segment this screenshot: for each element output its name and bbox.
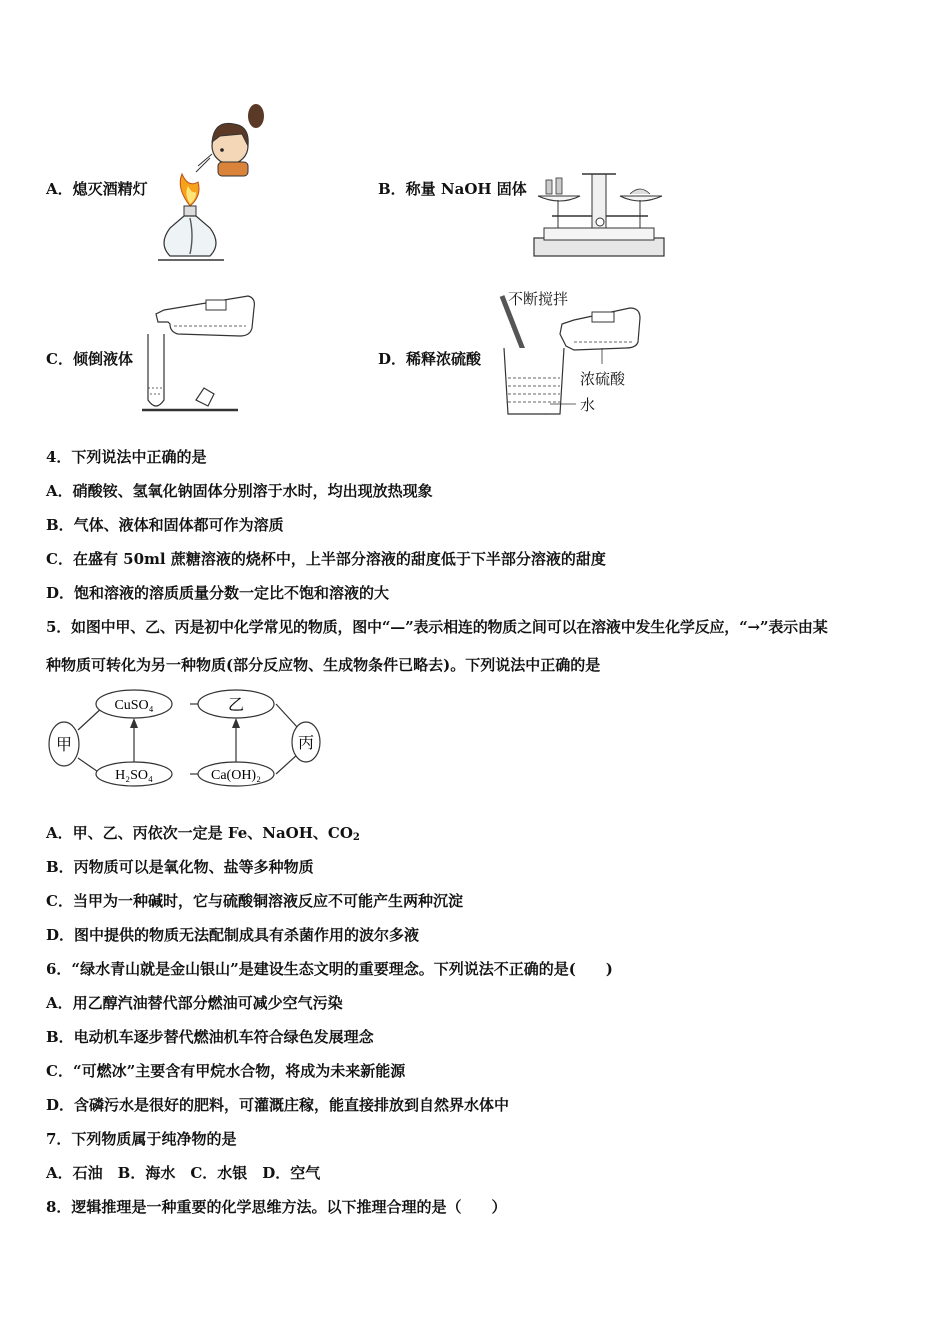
q6-option-a: A．用乙醇汽油替代部分燃油可减少空气污染 — [46, 994, 343, 1012]
node-yi: 乙 — [227, 697, 245, 714]
label-stir: 不断搅拌 — [508, 292, 569, 308]
q3-option-c: C．倾倒液体 — [46, 350, 133, 368]
q3-option-b: B．称量 NaOH 固体 — [378, 180, 527, 198]
q3-option-a: A．熄灭酒精灯 — [46, 180, 148, 198]
q5-stem-line2: 种物质可转化为另一种物质(部分反应物、生成物条件已略去)。下列说法中正确的是 — [46, 656, 601, 674]
q5-option-a — [46, 822, 360, 843]
q4-option-b: B．气体、液体和固体都可作为溶质 — [46, 516, 284, 534]
q4-stem: 4．下列说法中正确的是 — [46, 448, 207, 466]
q6-stem: 6．“绿水青山就是金山银山”是建设生态文明的重要理念。下列说法不正确的是( ) — [46, 960, 613, 978]
figure-balance — [530, 166, 670, 262]
figure-pour-liquid — [140, 288, 260, 416]
q6-option-c: C．“可燃冰”主要含有甲烷水合物，将成为未来新能源 — [46, 1062, 406, 1080]
q4-option-c: C．在盛有 50ml 蔗糖溶液的烧杯中，上半部分溶液的甜度低于下半部分溶液的甜度 — [46, 550, 606, 568]
q5-stem-line1: 5．如图中甲、乙、丙是初中化学常见的物质，图中“—”表示相连的物质之间可以在溶液中发生化学反应，“→”表示由某 — [46, 618, 828, 636]
label-acid: 浓硫酸 — [580, 372, 626, 388]
q8-stem: 8．逻辑推理是一种重要的化学思维方法。以下推理合理的是（ ） — [46, 1198, 507, 1216]
q7-options: A．石油 B．海水 C．水银 D．空气 — [46, 1164, 321, 1182]
q3-option-d: D．稀释浓硫酸 — [378, 350, 482, 368]
label-water: 水 — [580, 398, 596, 414]
q5-reaction-diagram — [44, 684, 334, 788]
figure-blow-out-lamp — [150, 96, 270, 266]
q7-stem: 7．下列物质属于纯净物的是 — [46, 1130, 237, 1148]
q5-option-a-subscript: 2 — [352, 832, 360, 843]
q4-option-a: A．硝酸铵、氢氧化钠固体分别溶于水时，均出现放热现象 — [46, 482, 433, 500]
q4-option-d: D．饱和溶液的溶质质量分数一定比不饱和溶液的大 — [46, 584, 390, 602]
q5-option-b: B．丙物质可以是氧化物、盐等多种物质 — [46, 858, 314, 876]
q5-option-d: D．图中提供的物质无法配制成具有杀菌作用的波尔多液 — [46, 926, 420, 944]
q6-option-b: B．电动机车逐步替代燃油机车符合绿色发展理念 — [46, 1028, 374, 1046]
node-caoh2: Ca(OH)₂ — [211, 768, 261, 783]
figure-dilute-acid — [494, 286, 654, 422]
node-bing: 丙 — [297, 735, 315, 752]
node-cuso4: CuSO₄ — [114, 698, 154, 713]
node-h2so4: H₂SO₄ — [115, 768, 153, 783]
q5-option-c: C．当甲为一种碱时，它与硫酸铜溶液反应不可能产生两种沉淀 — [46, 892, 463, 910]
q6-option-d: D．含磷污水是很好的肥料，可灌溉庄稼，能直接排放到自然界水体中 — [46, 1096, 510, 1114]
q5-option-a-text: A．甲、乙、丙依次一定是 Fe、NaOH、CO — [46, 824, 353, 842]
node-jia: 甲 — [55, 737, 73, 754]
